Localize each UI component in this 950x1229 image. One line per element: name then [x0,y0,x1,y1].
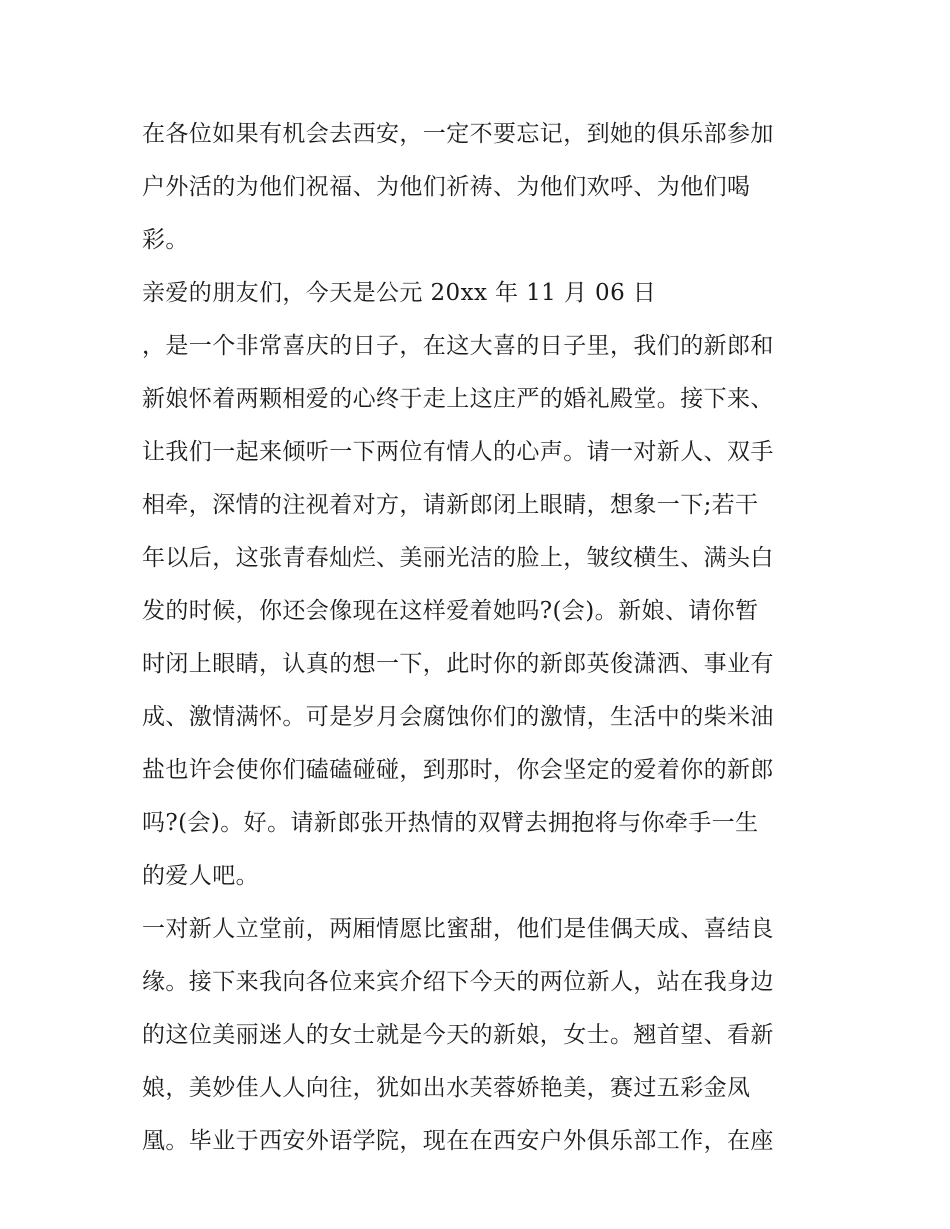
text-line: 娘，美妙佳人人向往，犹如出水芙蓉娇艳美，赛过五彩金凤 [142,1075,751,1101]
document-body [142,108,814,1168]
text-line: 凰。毕业于西安外语学院，现在在西安户外俱乐部工作，在座 [142,1128,774,1154]
text-line: 让我们一起来倾听一下两位有情人的心声。请一对新人、双手 [142,439,774,465]
text-line: 时闭上眼睛，认真的想一下，此时你的新郎英俊潇洒、事业有 [142,651,774,677]
text-line: 新娘怀着两颗相爱的心终于走上这庄严的婚礼殿堂。接下来、 [142,386,774,412]
text-line: 在各位如果有机会去西安，一定不要忘记，到她的俱乐部参加 [142,121,774,147]
text-line: 的这位美丽迷人的女士就是今天的新娘，女士。翘首望、看新 [142,1022,774,1048]
text-line: 年以后，这张青春灿烂、美丽光洁的脸上，皱纹横生、满头白 [142,545,774,571]
text-line: 发的时候，你还会像现在这样爱着她吗?(会)。新娘、请你暂 [142,598,759,624]
text-line: 成、激情满怀。可是岁月会腐蚀你们的激情，生活中的柴米油 [142,704,774,730]
text-line: 一对新人立堂前，两厢情愿比蜜甜，他们是佳偶天成、喜结良 [142,916,774,942]
text-line: 亲爱的朋友们，今天是公元 20xx 年 11 月 06 日 [142,280,657,306]
text-line: 吗?(会)。好。请新郎张开热情的双臂去拥抱将与你牵手一生 [142,810,759,836]
text-line: 户外活的为他们祝福、为他们祈祷、为他们欢呼、为他们喝 [142,174,751,200]
text-line: 盐也许会使你们磕磕碰碰，到那时，你会坚定的爱着你的新郎 [142,757,774,783]
text-line: 缘。接下来我向各位来宾介绍下今天的两位新人，站在我身边 [142,969,774,995]
text-line: 相牵，深情的注视着对方，请新郎闭上眼睛，想象一下;若干 [142,492,759,518]
text-line: 的爱人吧。 [142,863,259,889]
text-line: 彩。 [142,227,189,253]
text-line: ，是一个非常喜庆的日子，在这大喜的日子里，我们的新郎和 [142,333,774,359]
